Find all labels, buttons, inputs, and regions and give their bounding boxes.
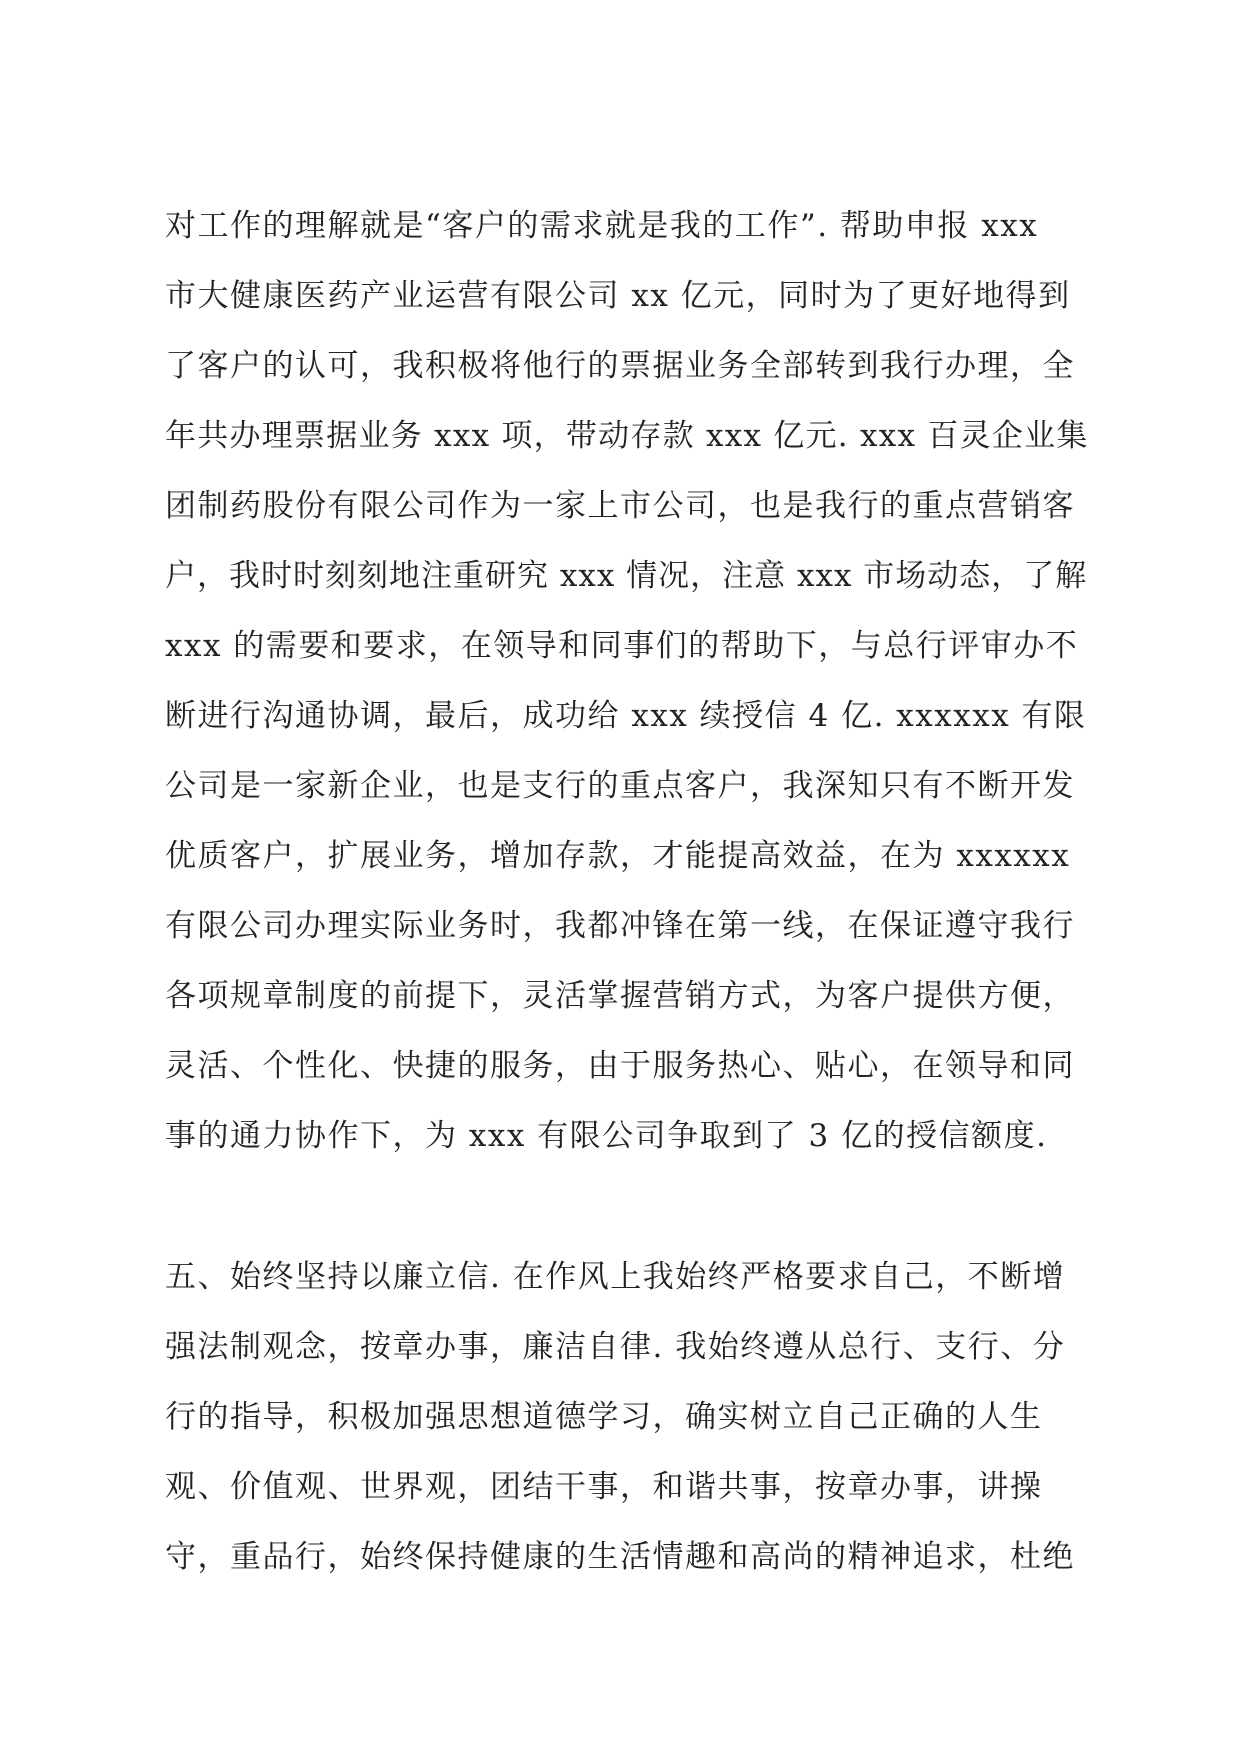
text-line: 户，我时时刻刻地注重研究 xxx 情况，注意 xxx 市场动态，了解	[165, 558, 1088, 594]
text-line: 公司是一家新企业，也是支行的重点客户，我深知只有不断开发	[165, 768, 1075, 804]
text-line: 守，重品行，始终保持健康的生活情趣和高尚的精神追求，杜绝	[165, 1539, 1075, 1575]
text-line: 强法制观念，按章办事，廉洁自律. 我始终遵从总行、支行、分	[165, 1329, 1066, 1365]
text-line: 有限公司办理实际业务时，我都冲锋在第一线，在保证遵守我行	[165, 908, 1075, 944]
text-line: 观、价值观、世界观，团结干事，和谐共事，按章办事，讲操	[165, 1469, 1043, 1505]
text-line: 各项规章制度的前提下，灵活掌握营销方式，为客户提供方便，	[165, 978, 1075, 1014]
text-line: xxx 的需要和要求，在领导和同事们的帮助下，与总行评审办不	[165, 628, 1079, 664]
text-line: 对工作的理解就是“客户的需求就是我的工作”. 帮助申报 xxx	[165, 208, 1039, 244]
text-line: 行的指导，积极加强思想道德学习，确实树立自己正确的人生	[165, 1399, 1043, 1435]
text-line: 年共办理票据业务 xxx 项，带动存款 xxx 亿元. xxx 百灵企业集	[165, 418, 1089, 454]
text-line: 灵活、个性化、快捷的服务，由于服务热心、贴心，在领导和同	[165, 1048, 1075, 1084]
text-line: 断进行沟通协调，最后，成功给 xxx 续授信 4 亿. xxxxxx 有限	[165, 698, 1087, 734]
text-line: 团制药股份有限公司作为一家上市公司，也是我行的重点营销客	[165, 488, 1075, 524]
text-line: 了客户的认可，我积极将他行的票据业务全部转到我行办理，全	[165, 348, 1075, 384]
text-line: 五、始终坚持以廉立信. 在作风上我始终严格要求自己，不断增	[165, 1259, 1066, 1295]
text-line: 市大健康医药产业运营有限公司 xx 亿元，同时为了更好地得到	[165, 278, 1071, 314]
text-line: 事的通力协作下，为 xxx 有限公司争取到了 3 亿的授信额度.	[165, 1118, 1048, 1154]
text-line: 优质客户，扩展业务，增加存款，才能提高效益，在为 xxxxxx	[165, 838, 1071, 874]
